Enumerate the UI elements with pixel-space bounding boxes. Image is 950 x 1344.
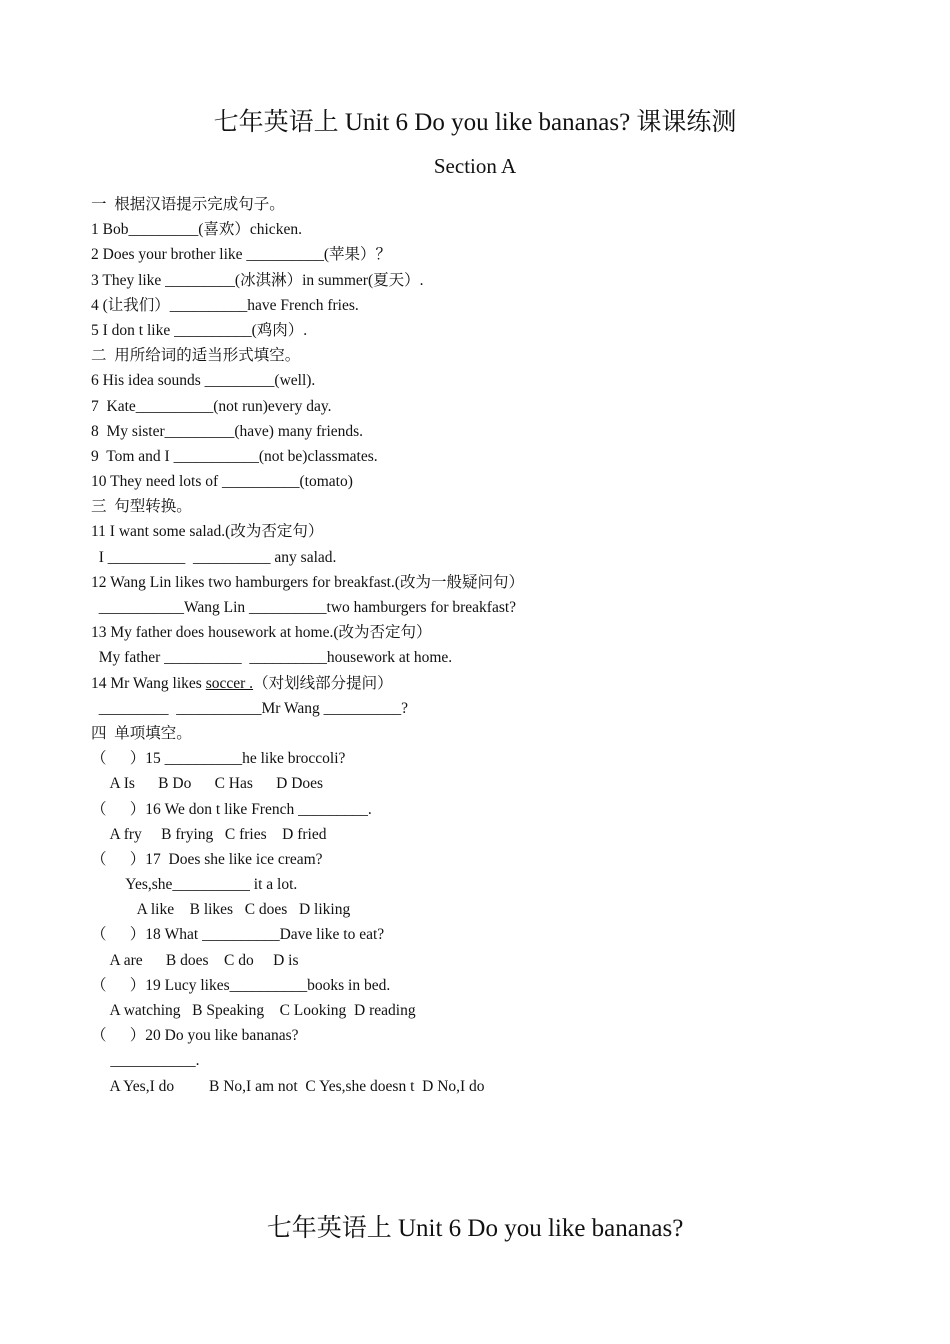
next-page-title: 七年英语上 Unit 6 Do you like bananas? bbox=[266, 1215, 684, 1242]
answer-14: _________ ___________Mr Wang __________? bbox=[91, 699, 409, 717]
options-16: A fry B frying C fries D fried bbox=[91, 825, 327, 843]
answer-17: Yes,she__________ it a lot. bbox=[91, 876, 298, 894]
question-11: 11 I want some salad.(改为否定句） bbox=[91, 523, 324, 541]
question-7: 7 Kate__________(not run)every day. bbox=[91, 397, 332, 415]
options-20: A Yes,I do B No,I am not C Yes,she doesn t D No,I do bbox=[91, 1077, 485, 1095]
question-14-pre: 14 Mr Wang likes bbox=[91, 674, 206, 692]
answer-11: I __________ __________ any salad. bbox=[91, 548, 337, 566]
answer-13: My father __________ __________housework at home. bbox=[91, 649, 453, 667]
worksheet-body bbox=[0, 192, 950, 1099]
question-8: 8 My sister_________(have) many friends. bbox=[91, 422, 364, 440]
question-17: （ ）17 Does she like ice cream? bbox=[91, 850, 323, 868]
question-18: （ ）18 What __________Dave like to eat? bbox=[91, 926, 385, 944]
question-2: 2 Does your brother like __________(苹果）？ bbox=[91, 246, 392, 264]
question-14 bbox=[0, 671, 950, 696]
answer-12: ___________Wang Lin __________two hamburgers for breakfast? bbox=[91, 599, 517, 616]
question-12: 12 Wang Lin likes two hamburgers for breakfast.(改为一般疑问句） bbox=[91, 573, 524, 591]
options-18: A are B does C do D is bbox=[91, 951, 299, 969]
question-19: （ ）19 Lucy likes__________books in bed. bbox=[91, 976, 391, 994]
question-4: 4 (让我们）__________have French fries. bbox=[91, 296, 359, 314]
section-title: Section A bbox=[433, 154, 517, 178]
part1-heading: 一 根据汉语提示完成句子。 bbox=[91, 196, 285, 213]
question-14-underlined: soccer . bbox=[205, 674, 254, 692]
question-5: 5 I don t like __________(鸡肉）. bbox=[91, 321, 308, 339]
options-15: A Is B Do C Has D Does bbox=[91, 775, 324, 793]
part4-heading: 四 单项填空。 bbox=[91, 724, 192, 742]
question-16: （ ）16 We don t like French _________. bbox=[91, 800, 372, 818]
question-14-post: （对划线部分提问） bbox=[253, 674, 393, 692]
part3-heading: 三 句型转换。 bbox=[91, 498, 192, 516]
question-13: 13 My father does housework at home.(改为否定句） bbox=[91, 624, 432, 642]
options-19: A watching B Speaking C Looking D reading bbox=[91, 1002, 416, 1019]
options-17: A like B likes C does D liking bbox=[91, 901, 351, 919]
answer-20: ___________. bbox=[91, 1052, 200, 1070]
question-6: 6 His idea sounds _________(well). bbox=[91, 372, 316, 390]
question-10: 10 They need lots of __________(tomato) bbox=[91, 473, 353, 491]
question-20: （ ）20 Do you like bananas? bbox=[91, 1027, 299, 1045]
part2-heading: 二 用所给词的适当形式填空。 bbox=[91, 347, 301, 365]
question-9: 9 Tom and I ___________(not be)classmates. bbox=[91, 447, 378, 465]
page-title: 七年英语上 Unit 6 Do you like bananas? 课课练测 bbox=[213, 109, 737, 136]
question-15: （ ）15 __________he like broccoli? bbox=[91, 750, 346, 768]
question-3: 3 They like _________(冰淇淋）in summer(夏天）. bbox=[91, 271, 424, 289]
question-1: 1 Bob_________(喜欢）chicken. bbox=[91, 221, 302, 239]
